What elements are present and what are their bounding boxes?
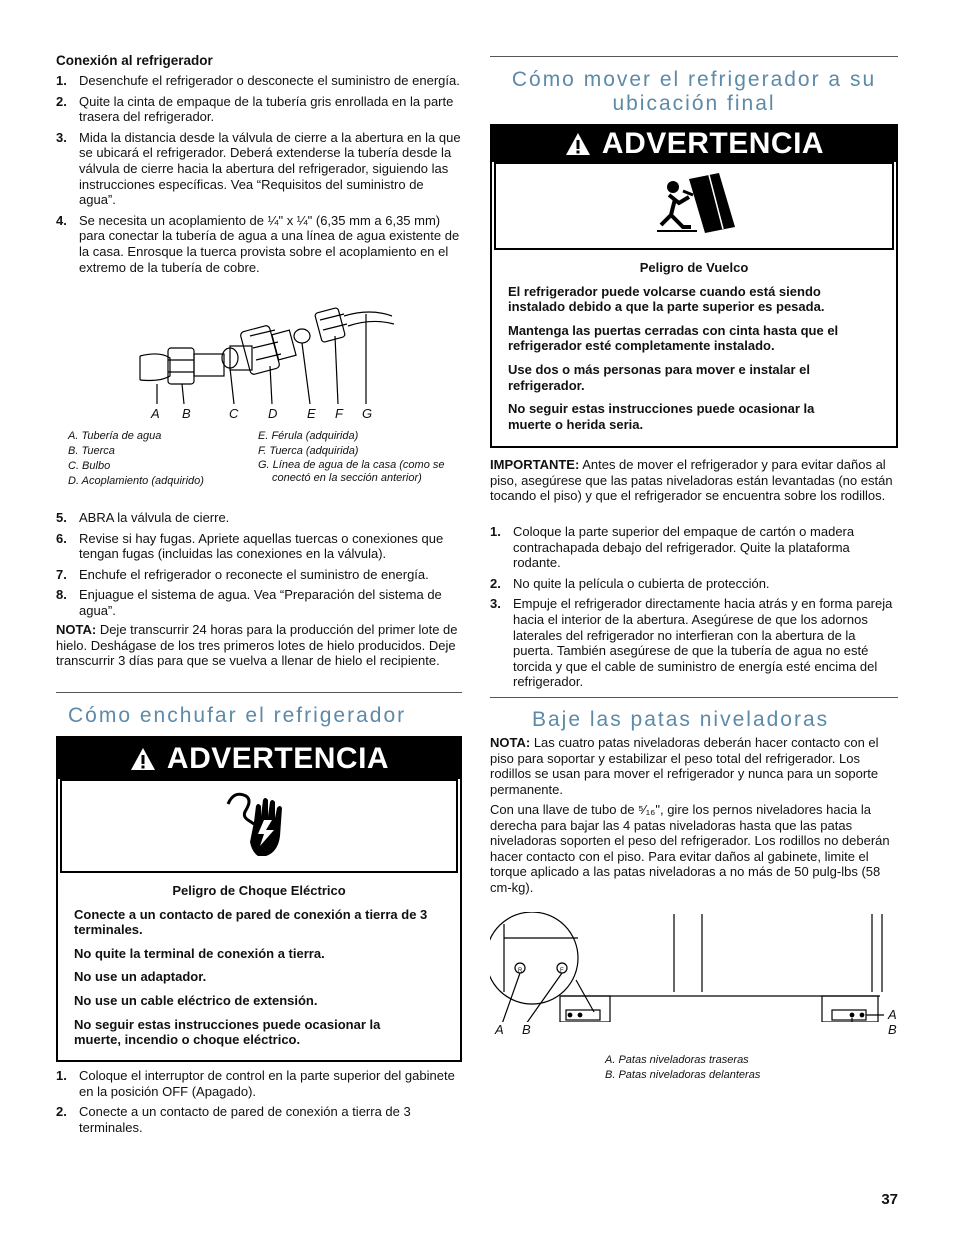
fitting-diagram: [130, 296, 400, 426]
diagram-letter: F: [335, 406, 343, 421]
list-item: 4. Se necesita un acoplamiento de ¼" x ¼" (6,35 mm a 6,35 mm) para conectar la tubería de agua a una línea de agua existente de la casa. Enrosque la tuerca provista sobre el acoplamiento en el extremo de la tubería de cobre.: [56, 212, 460, 275]
patas-title: Baje las patas niveladoras: [532, 708, 830, 731]
divider: [490, 56, 898, 57]
conexion-heading: Conexión al refrigerador: [56, 53, 213, 68]
enchufar-steps: [56, 1068, 462, 1140]
warning-banner: ADVERTENCIA: [492, 126, 896, 162]
tip-over-icon: [649, 169, 739, 243]
warning-banner: ADVERTENCIA: [58, 738, 460, 779]
leveling-legs-diagram: [490, 912, 898, 1022]
diagram-captions-left: A. Tubería de agua B. Tuerca C. Bulbo D. Acoplamiento (adquirido): [68, 430, 204, 487]
page-number: 37: [881, 1191, 898, 1208]
list-item: 3. Empuje el refrigerador directamente hacia atrás y en forma pareja hacia el interior de la abertura. Asegúrese de que los adornos laterales del refrigerador no interfieran con la abertura de la puerta. También asegúrese de que la tubería de agua no esté torcida y que el cable de suministro de energía esté encima del refrigerador.: [490, 596, 893, 690]
list-item: 2. No quite la película o cubierta de protección.: [490, 575, 770, 591]
circle-label-f: F: [560, 968, 564, 974]
patas-instructions: Con una llave de tubo de ⁵⁄₁₆", gire los pernos niveladores hacia la derecha para bajar las 4 patas niveladoras hasta que las patas niveladoras soporten el peso del refrigerador. Los rodillos no deberán hacer contacto con el piso. Para evitar daños al gabinete, limite el torque aplicado a las patas niveladoras a no más de 50 pulg-lbs (58 cm-kg).: [490, 802, 890, 895]
list-item: 1. Desenchufe el refrigerador o desconecte el suministro de energía.: [56, 73, 460, 88]
conexion-steps-2: [56, 510, 462, 624]
legs-captions: A. Patas niveladoras traseras B. Patas niveladoras delanteras: [605, 1054, 761, 1081]
divider: [56, 692, 462, 693]
diagram-letter: A: [151, 406, 160, 421]
shock-icon-box: [60, 779, 458, 873]
warning-text: Peligro de Choque Eléctrico Conecte a un contacto de pared de conexión a tierra de 3 terminales. No quite la terminal de conexión a tierra. No use un adaptador. No use un cable eléctrico de extensión. No seguir estas instrucciones puede ocasionar la muerte, incendio o choque eléctrico.: [74, 883, 428, 1048]
list-item: 8. Enjuague el sistema de agua. Vea “Preparación del sistema de agua”.: [56, 587, 442, 618]
tip-icon-box: [494, 162, 894, 250]
list-item: 1. Coloque la parte superior del empaque de cartón o madera contrachapada debajo del refrigerador. Quite la plataforma rodante.: [490, 524, 855, 571]
diagram-captions-right: E. Férula (adquirida) F. Tuerca (adquirida) G. Línea de agua de la casa (como se conectó en la sección anterior): [258, 430, 445, 484]
warning-triangle-icon: [564, 131, 592, 157]
diagram-letter: A: [888, 1007, 897, 1022]
warning-text: Peligro de Vuelco El refrigerador puede volcarse cuando está siendo instalado debido a que la parte superior es pesada. Mantenga las puertas cerradas con cinta hasta que el refrigerador esté completamente instalado. Use dos o más personas para mover e instalar el refrigerador. No seguir estas instrucciones puede ocasionar la muerte o herida seria.: [508, 260, 839, 432]
list-item: 3. Mida la distancia desde la válvula de cierre a la abertura en la que se ubicará el refrigerador. Deberá extenderse la tubería desde la válvula de cierre hacia la abertura del refrigerador, siguiendo las instrucciones específicas. Vea “Requisitos del suministro de agua”.: [56, 129, 461, 208]
enchufar-title: Cómo enchufar el refrigerador: [68, 704, 407, 727]
diagram-letter: G: [362, 406, 373, 421]
list-item: 1. Coloque el interruptor de control en la parte superior del gabinete en la posición OFF (Apagado).: [56, 1068, 455, 1099]
mover-importante: IMPORTANTE: Antes de mover el refrigerador y para evitar daños al piso, asegúrese que las patas niveladoras están levantadas (no están tocando el piso) y que el refrigerador se encuentra sobre los rodillos.: [490, 457, 893, 504]
list-item: 2. Quite la cinta de empaque de la tubería gris enrollada en la parte trasera del refrigerador.: [56, 93, 454, 125]
tip-warning-box: [490, 124, 898, 448]
list-item: 6. Revise si hay fugas. Apriete aquellas tuercas o conexiones que tengan fugas (incluidas las conexiones en la válvula).: [56, 530, 444, 562]
diagram-letter: B: [888, 1022, 897, 1037]
conexion-steps: [56, 73, 462, 280]
list-item: 2. Conecte a un contacto de pared de conexión a tierra de 3 terminales.: [56, 1104, 411, 1135]
diagram-letter: A: [495, 1022, 504, 1037]
diagram-letter: B: [522, 1022, 531, 1037]
diagram-letter: D: [268, 406, 278, 421]
diagram-letter: C: [229, 406, 239, 421]
mover-steps: [490, 524, 898, 695]
circle-label-r: R: [518, 968, 523, 974]
warning-triangle-icon: [129, 746, 157, 772]
mover-title: Cómo mover el refrigerador a su ubicación final: [511, 68, 877, 115]
electric-shock-icon: [224, 786, 294, 866]
divider: [490, 697, 898, 698]
conexion-nota: NOTA: Deje transcurrir 24 horas para la producción del primer lote de hielo. Deshágase de los tres primeros lotes de hielo producidos. Deje transcurrir 3 días para que se vuelva a llenar de hielo el recipiente.: [56, 622, 458, 669]
diagram-letter: E: [307, 406, 316, 421]
electric-warning-box: [56, 736, 462, 1062]
patas-nota: NOTA: Las cuatro patas niveladoras deberán hacer contacto con el piso para soportar y estabilizar el peso total del refrigerador. Los rodillos se usan para mover el refrigerador y nunca para un soporte permanente.: [490, 735, 879, 797]
list-item: 7. Enchufe el refrigerador o reconecte el suministro de energía.: [56, 566, 429, 582]
list-item: 5. ABRA la válvula de cierre.: [56, 510, 230, 525]
diagram-letter: B: [182, 406, 191, 421]
